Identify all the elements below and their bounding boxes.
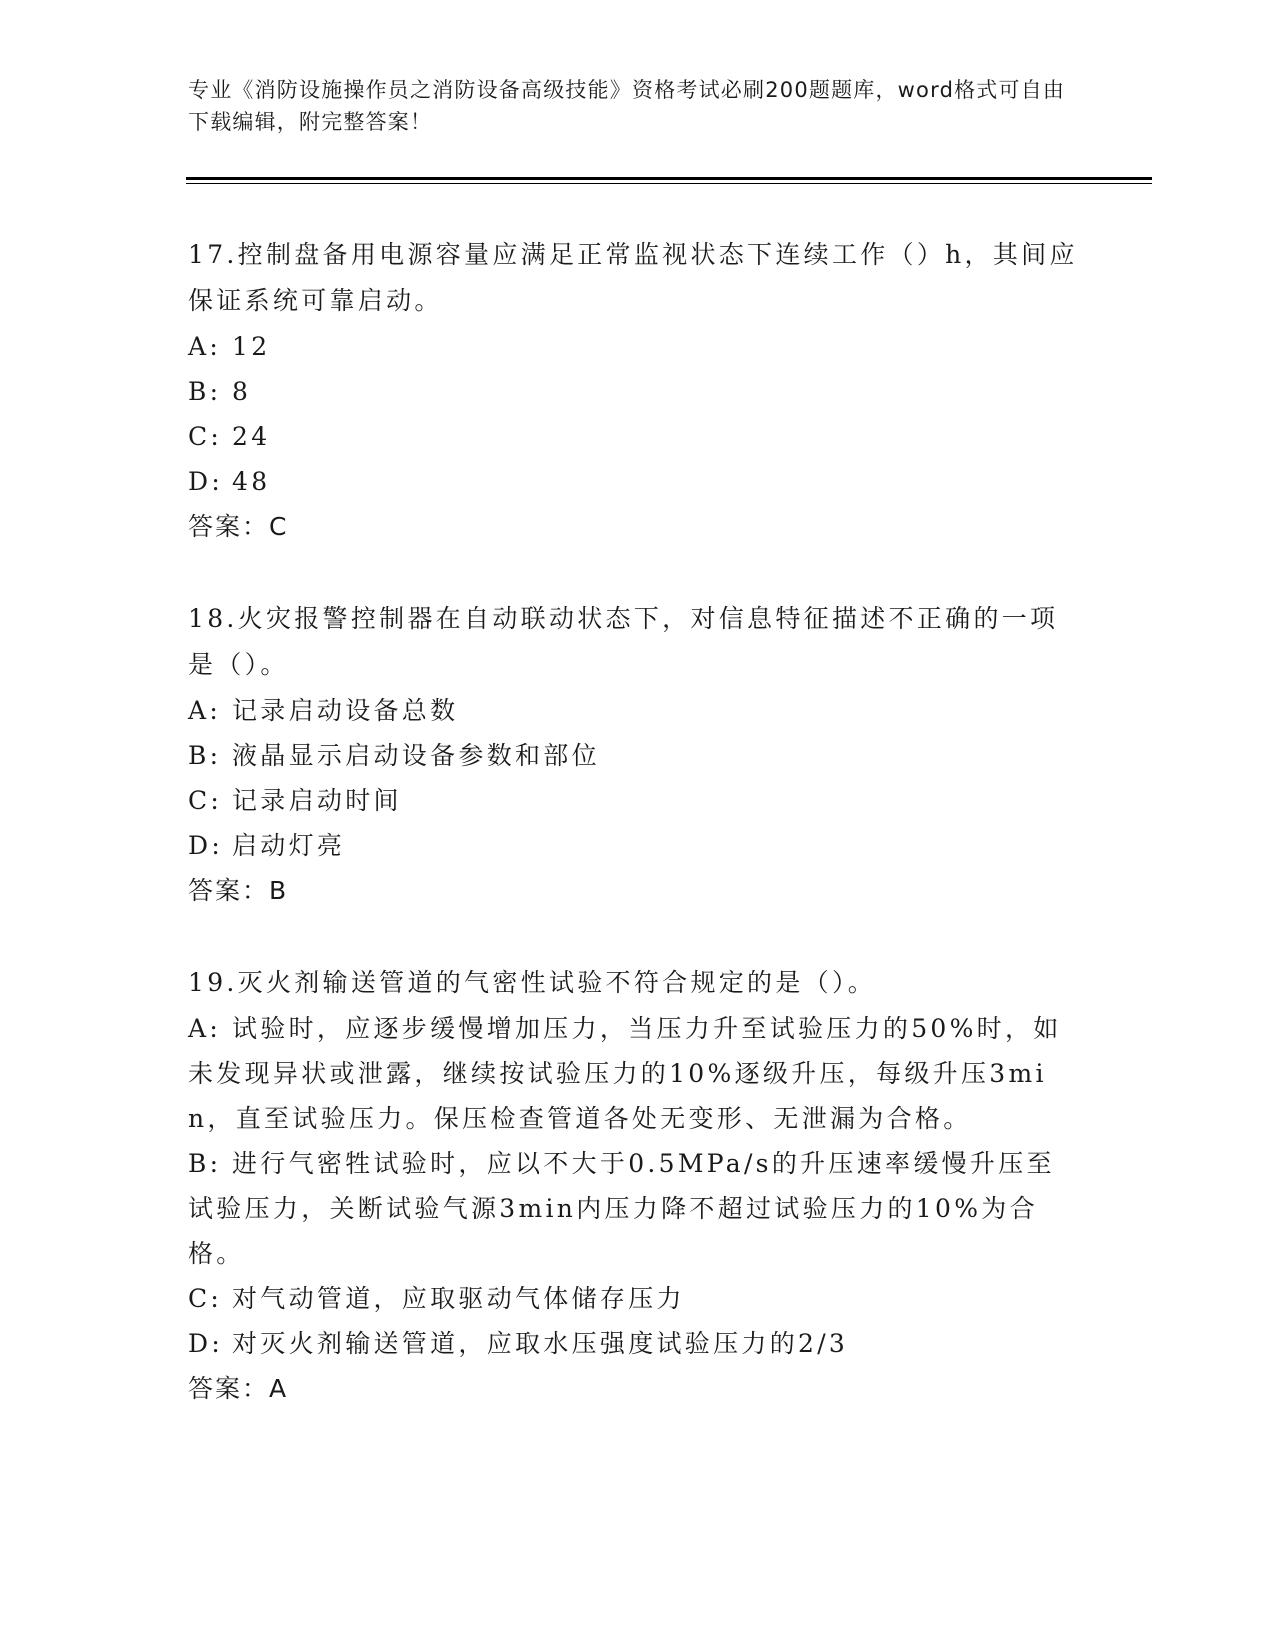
- header-rule-thin: [186, 183, 1152, 184]
- option-text: 12: [232, 332, 271, 361]
- option-d: [188, 1321, 1078, 1366]
- option-d: [188, 823, 1078, 868]
- option-text: 对气动管道，应取驱动气体储存压力: [232, 1284, 685, 1313]
- option-letter: A:: [188, 696, 222, 725]
- option-c: [188, 414, 1078, 459]
- answer-line: 答案：B: [188, 876, 289, 905]
- document-header: 专业《消防设施操作员之消防设备高级技能》资格考试必刷200题题库，word格式可自由下载编辑，附完整答案！: [188, 78, 1066, 134]
- option-letter: C:: [188, 422, 223, 451]
- option-b: [188, 1141, 1078, 1276]
- option-text: 记录启动设备总数: [232, 696, 459, 725]
- option-d: [188, 459, 1078, 504]
- option-text: 记录启动时间: [232, 786, 402, 815]
- option-text: 48: [232, 467, 271, 496]
- option-letter: B:: [188, 1149, 222, 1178]
- option-letter: B:: [188, 377, 222, 406]
- answer-line: 答案：A: [188, 1374, 289, 1403]
- question-19: [188, 960, 1078, 1412]
- question-stem: 19.灭火剂输送管道的气密性试验不符合规定的是（）。: [188, 968, 877, 997]
- option-text: 液晶显示启动设备参数和部位: [232, 741, 600, 770]
- option-a: [188, 1006, 1078, 1141]
- option-letter: C:: [188, 786, 223, 815]
- option-letter: A:: [188, 1014, 222, 1043]
- option-b: [188, 733, 1078, 778]
- option-b: [188, 369, 1078, 414]
- option-c: [188, 1276, 1078, 1321]
- option-text: 进行气密牲试验时，应以不大于0.5MPa/s的升压速率缓慢升压至试验压力，关断试验气源3min内压力降不超过试验压力的10%为合格。: [188, 1149, 1055, 1268]
- option-letter: D:: [188, 467, 224, 496]
- option-letter: B:: [188, 741, 222, 770]
- option-a: [188, 688, 1078, 733]
- question-list: [188, 232, 1078, 1458]
- option-letter: D:: [188, 831, 224, 860]
- option-letter: A:: [188, 332, 222, 361]
- question-stem: 17.控制盘备用电源容量应满足正常监视状态下连续工作（）h，其间应保证系统可靠启动。: [188, 240, 1078, 315]
- question-17: [188, 232, 1078, 550]
- option-letter: C:: [188, 1284, 223, 1313]
- option-text: 启动灯亮: [232, 831, 346, 860]
- question-18: [188, 596, 1078, 914]
- option-text: 24: [232, 422, 271, 451]
- answer-line: 答案：C: [188, 512, 289, 541]
- option-a: [188, 324, 1078, 369]
- option-letter: D:: [188, 1329, 224, 1358]
- option-text: 对灭火剂输送管道，应取水压强度试验压力的2/3: [232, 1329, 849, 1358]
- option-c: [188, 778, 1078, 823]
- header-rule-thick: [186, 177, 1152, 180]
- option-text: 8: [232, 377, 252, 406]
- option-text: 试验时，应逐步缓慢增加压力，当压力升至试验压力的50%时，如未发现异状或泄露，继续按试验压力的10%逐级升压，每级升压3min，直至试验压力。保压检查管道各处无变形、无泄漏为合格。: [188, 1014, 1062, 1133]
- question-stem: 18.火灾报警控制器在自动联动状态下，对信息特征描述不正确的一项是（）。: [188, 604, 1059, 679]
